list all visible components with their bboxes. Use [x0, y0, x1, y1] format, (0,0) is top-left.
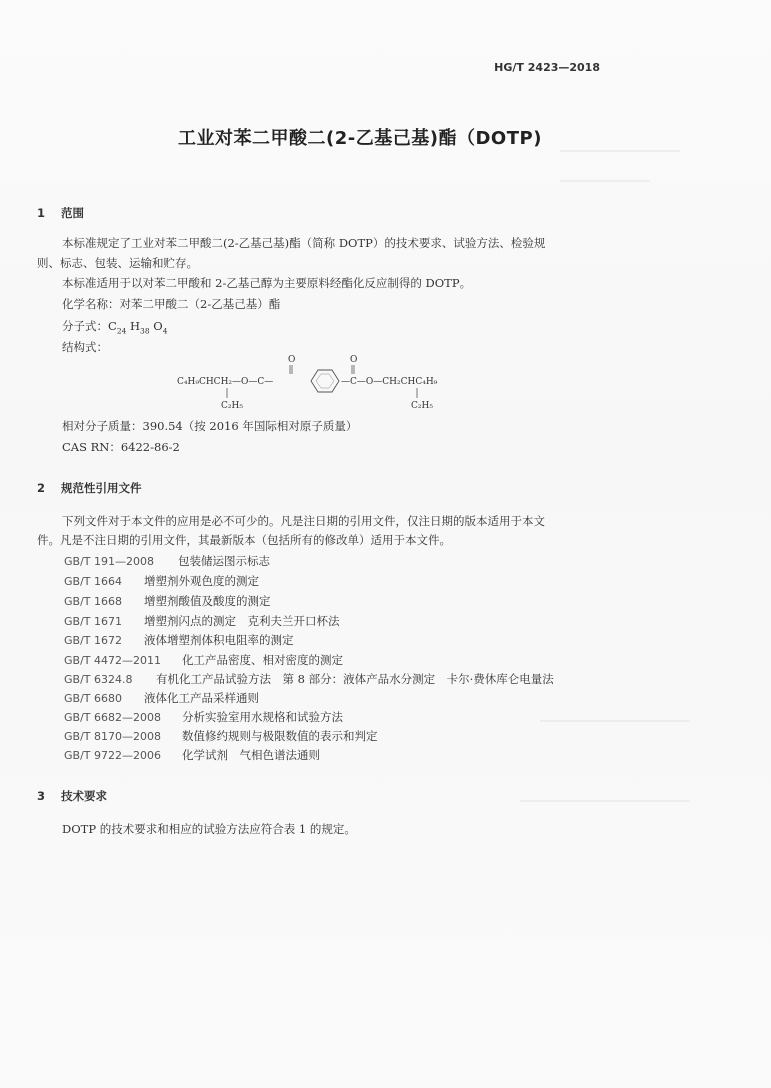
- structure-right-branch: C₂H₅: [411, 401, 433, 411]
- structure-left-branch: C₂H₅: [221, 401, 243, 411]
- cas-number: CAS RN：6422-86-2: [62, 440, 180, 454]
- section-title: 范围: [61, 206, 84, 220]
- formula-element: O: [153, 319, 163, 333]
- scope-applicability: 本标准适用于以对苯二甲酸和 2-乙基己醇为主要原料经酯化反应制得的 DOTP。: [62, 276, 472, 290]
- reference-code: GB/T 8170—2008: [64, 730, 161, 743]
- benzene-ring: [311, 370, 339, 392]
- reference-code: GB/T 1672: [64, 634, 122, 647]
- reference-item: [64, 613, 340, 629]
- reference-item: [64, 573, 259, 589]
- formula-subscript: 4: [162, 326, 168, 336]
- formula-label: 分子式：: [62, 319, 108, 333]
- reference-item: [64, 709, 343, 725]
- carbonyl-oxygen-left: O: [288, 355, 296, 365]
- reference-item: [64, 671, 554, 687]
- section-title: 规范性引用文件: [61, 481, 142, 495]
- reference-code: GB/T 191—2008: [64, 555, 154, 568]
- technical-requirements-paragraph: DOTP 的技术要求和相应的试验方法应符合表 1 的规定。: [62, 822, 356, 836]
- show-through-mark: [540, 720, 690, 722]
- reference-name: 液体增塑剂体积电阻率的测定: [144, 633, 294, 647]
- section-3-heading: [37, 788, 107, 804]
- standard-code: HG/T 2423—2018: [494, 61, 600, 74]
- reference-item: [64, 728, 378, 744]
- show-through-mark: [560, 150, 680, 152]
- reference-name: 分析实验室用水规格和试验方法: [182, 710, 343, 724]
- reference-code: GB/T 1668: [64, 595, 122, 608]
- formula-subscript: 24: [116, 326, 127, 336]
- section-number: 1: [37, 206, 46, 220]
- formula-subscript: 38: [140, 326, 150, 336]
- molecular-mass: 相对分子质量：390.54（按 2016 年国际相对原子质量）: [62, 419, 358, 433]
- references-intro-line: 件。凡是不注日期的引用文件，其最新版本（包括所有的修改单）适用于本文件。: [37, 533, 451, 547]
- scope-paragraph-line: 本标准规定了工业对苯二甲酸二(2-乙基己基)酯（简称 DOTP）的技术要求、试验方法、检验规: [62, 236, 546, 250]
- reference-name: 增塑剂酸值及酸度的测定: [144, 594, 271, 608]
- show-through-mark: [520, 800, 690, 802]
- section-number: 3: [37, 789, 46, 803]
- reference-code: GB/T 1671: [64, 615, 122, 628]
- reference-name: 液体化工产品采样通则: [144, 691, 259, 705]
- reference-name: 包装储运图示标志: [178, 554, 270, 568]
- reference-name: 增塑剂外观色度的测定: [144, 574, 259, 588]
- reference-code: GB/T 6682—2008: [64, 711, 161, 724]
- references-intro-line: 下列文件对于本文件的应用是必不可少的。凡是注日期的引用文件，仅注日期的版本适用于本文: [62, 514, 545, 528]
- chemical-name: 化学名称：对苯二甲酸二（2-乙基己基）酯: [62, 297, 281, 311]
- formula-element: H: [130, 319, 141, 333]
- reference-code: GB/T 9722—2006: [64, 749, 161, 762]
- reference-item: [64, 553, 270, 569]
- section-1-heading: [37, 205, 84, 221]
- section-2-heading: [37, 480, 142, 496]
- reference-item: [64, 690, 259, 706]
- molecular-formula: [62, 318, 167, 335]
- reference-item: [64, 593, 271, 609]
- section-title: 技术要求: [61, 789, 107, 803]
- structure-right-chain: —C—O—CH₂CHC₄H₉: [341, 377, 438, 387]
- structure-left-chain: C₄H₉CHCH₂—O—C—: [177, 377, 274, 387]
- scope-paragraph-line: 则、标志、包装、运输和贮存。: [37, 256, 198, 270]
- reference-name: 增塑剂闪点的测定 克利夫兰开口杯法: [144, 614, 340, 628]
- reference-item: [64, 632, 294, 648]
- reference-name: 化工产品密度、相对密度的测定: [182, 653, 343, 667]
- reference-code: GB/T 6324.8: [64, 673, 133, 686]
- structural-formula: [175, 352, 495, 414]
- reference-code: GB/T 6680: [64, 692, 122, 705]
- reference-code: GB/T 1664: [64, 575, 122, 588]
- reference-item: [64, 747, 320, 763]
- show-through-mark: [560, 180, 650, 182]
- carbonyl-oxygen-right: O: [350, 355, 358, 365]
- reference-code: GB/T 4472—2011: [64, 654, 161, 667]
- section-number: 2: [37, 481, 46, 495]
- reference-name: 有机化工产品试验方法 第 8 部分：液体产品水分测定 卡尔·费休库仑电量法: [156, 672, 554, 686]
- document-title: 工业对苯二甲酸二(2-乙基己基)酯（DOTP): [178, 128, 542, 149]
- reference-name: 数值修约规则与极限数值的表示和判定: [182, 729, 378, 743]
- reference-item: [64, 652, 343, 668]
- reference-name: 化学试剂 气相色谱法通则: [182, 748, 320, 762]
- formula-element: C: [108, 319, 117, 333]
- structure-label: 结构式：: [62, 340, 108, 354]
